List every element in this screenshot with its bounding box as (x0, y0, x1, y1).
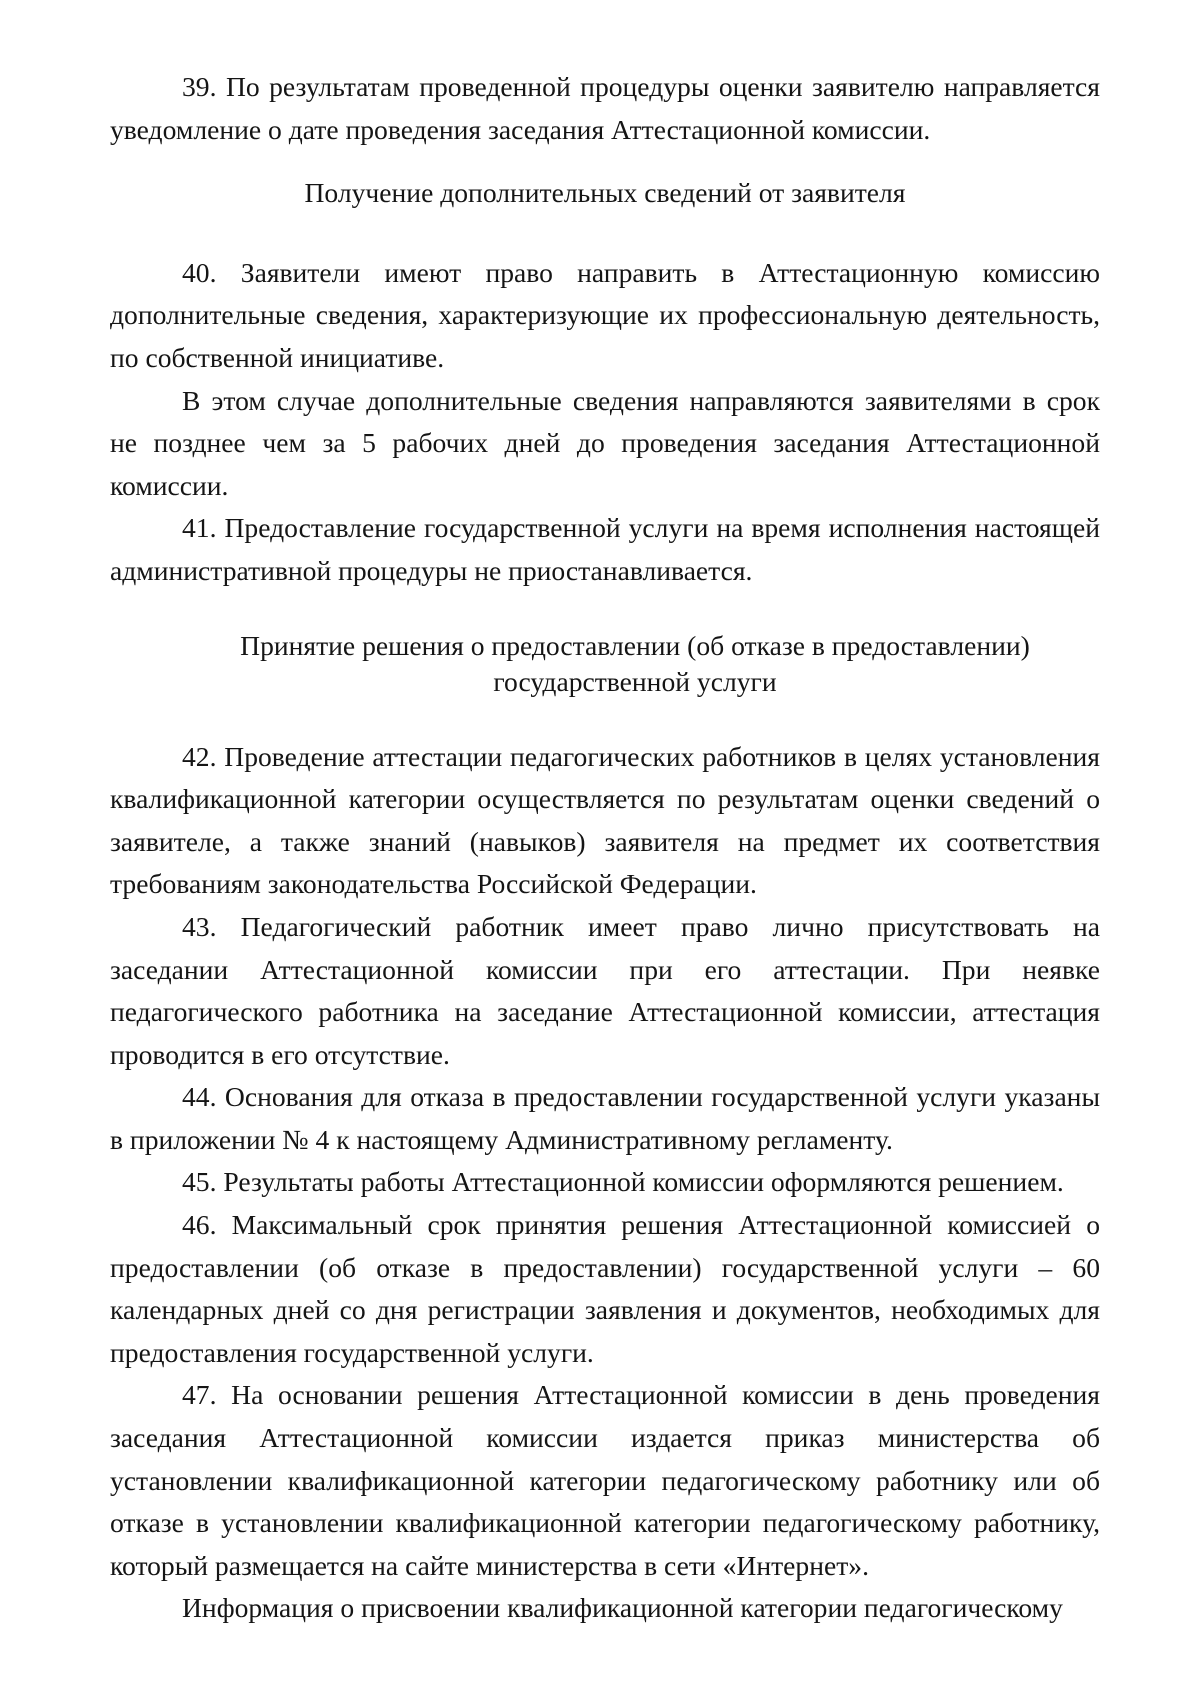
section-heading-decision (110, 628, 1100, 700)
paragraph-39: 39. По результатам проведенной процедуры оценки заявителю направляется уведомление о дате проведения заседания Аттестационной комиссии. (110, 71, 1100, 145)
paragraph-40: 40. Заявители имеют право направить в Аттестационную комиссию дополнительные сведения, характеризующие их профессиональную деятельность, по собственной инициативе. (110, 256, 1100, 373)
paragraph-47: 47. На основании решения Аттестационной комиссии в день проведения заседания Аттестационной комиссии издается приказ министерства об установлении квалификационной категории педагогическому работнику или об отказе в установлении квалификационной категории педагогическому работнику, который размещается на сайте министерства в сети «Интернет». (110, 1379, 1100, 1581)
paragraph-44: 44. Основания для отказа в предоставлении государственной услуги указаны в приложении № 4 к настоящему Административному регламенту. (110, 1081, 1100, 1155)
section-heading-additional-info: Получение дополнительных сведений от заявителя (304, 177, 906, 209)
section-heading-decision-line1: Принятие решения о предоставлении (об отказе в предоставлении) (240, 629, 1030, 661)
paragraph-42: 42. Проведение аттестации педагогических работников в целях установления квалификационной категории осуществляется по результатам оценки сведений о заявителе, а также знаний (навыков) заявителя на предмет их соответствия требованиям законодательства Российской Федерации. (110, 740, 1100, 900)
paragraph-43: 43. Педагогический работник имеет право лично присутствовать на заседании Аттестационной комиссии при его аттестации. При неявке педагогического работника на заседание Аттестационной комиссии, аттестация проводится в его отсутствие. (110, 910, 1100, 1070)
paragraph-41: 41. Предоставление государственной услуги на время исполнения настоящей административной процедуры не приостанавливается. (110, 512, 1100, 586)
document-page (110, 66, 1100, 1630)
paragraph-45: 45. Результаты работы Аттестационной комиссии оформляются решением. (182, 1166, 1064, 1198)
paragraph-46: 46. Максимальный срок принятия решения Аттестационной комиссией о предоставлении (об отказе в предоставлении) государственной услуги – 60 календарных дней со дня регистрации заявления и документов, необходимых для предоставления государственной услуги. (110, 1209, 1100, 1368)
paragraph-47-continuation: Информация о присвоении квалификационной категории педагогическому (182, 1592, 1063, 1624)
section-heading-decision-line2: государственной услуги (493, 665, 777, 697)
paragraph-40-continuation: В этом случае дополнительные сведения направляются заявителями в срок не позднее чем за 5 рабочих дней до проведения заседания Аттестационной комиссии. (110, 384, 1100, 501)
